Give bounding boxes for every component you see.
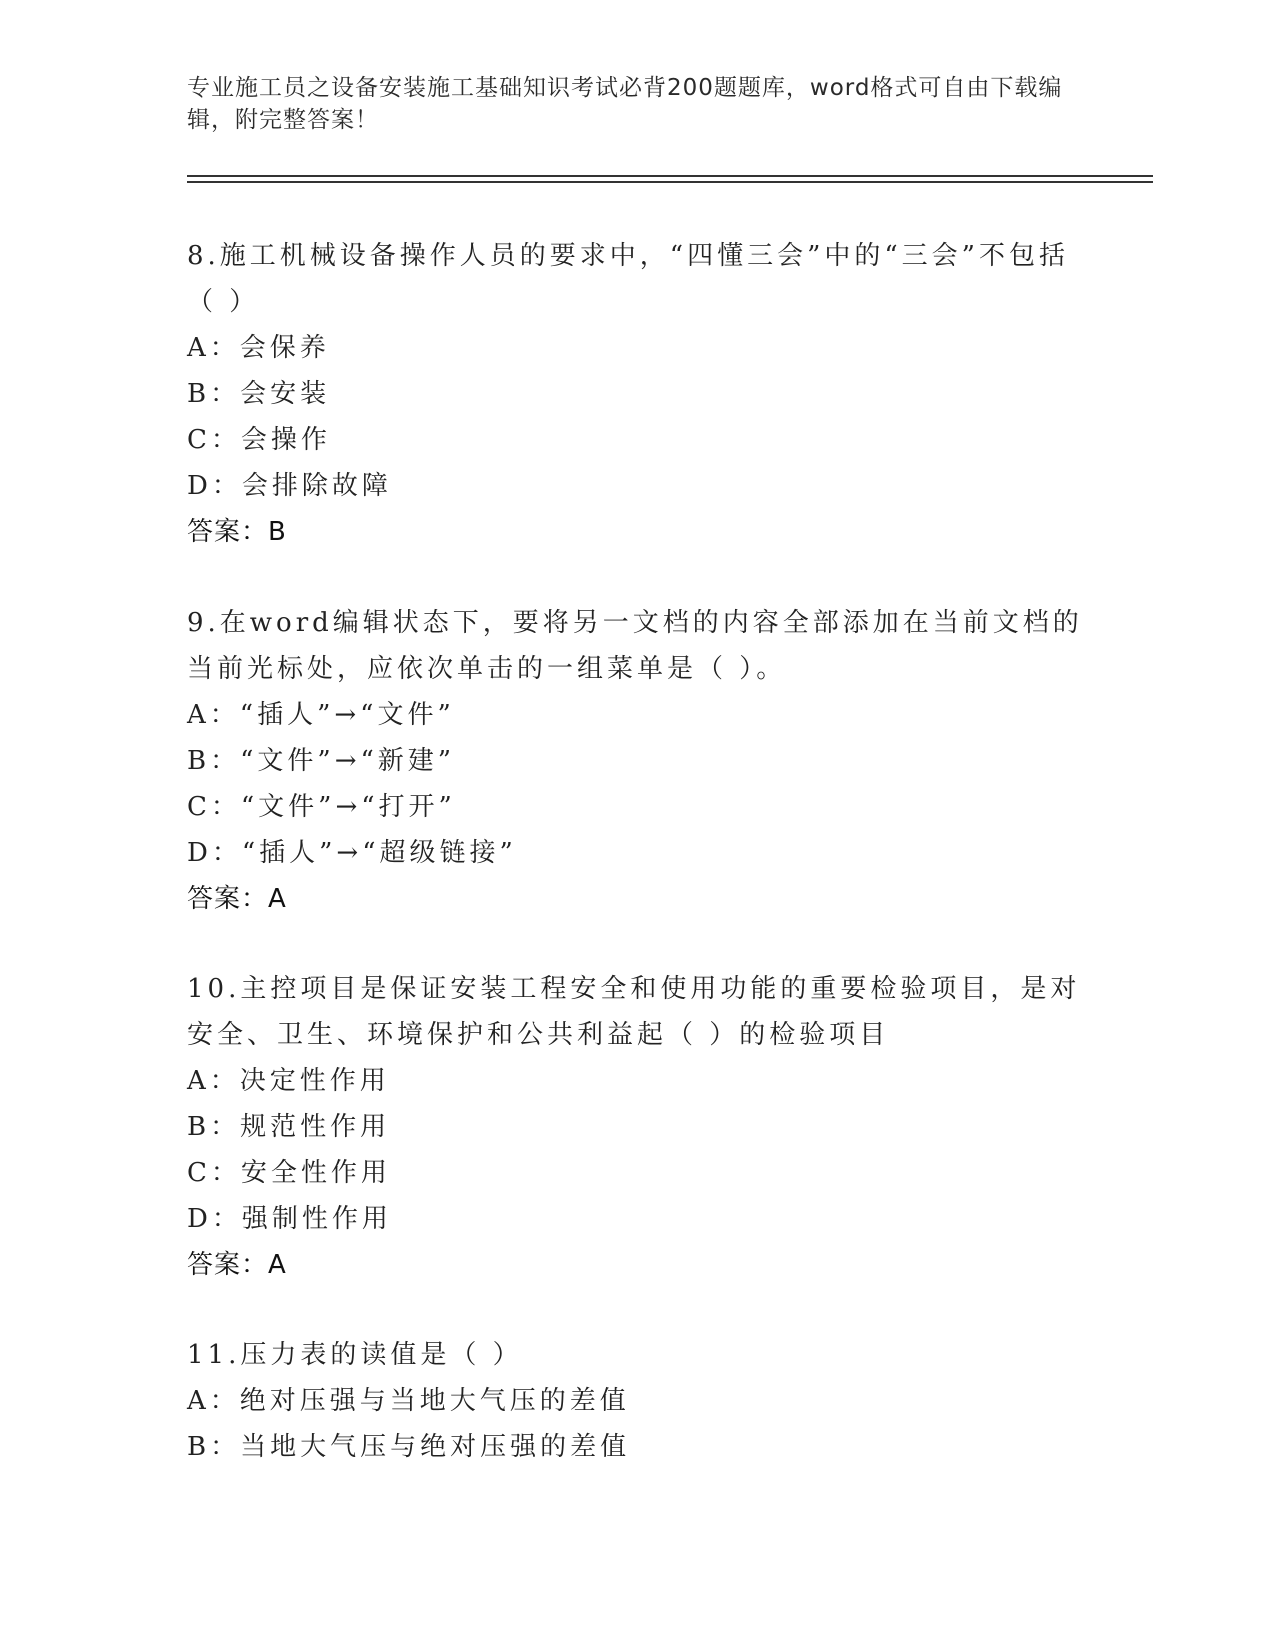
- question-stem: 11.压力表的读值是（ ）: [187, 1340, 523, 1370]
- document-header: 专业施工员之设备安装施工基础知识考试必背200题题库，word格式可自由下载编辑，附完整答案！: [187, 75, 1063, 133]
- option-c: C：“文件”→“打开”: [187, 792, 456, 822]
- option-a: A：绝对压强与当地大气压的差值: [187, 1386, 630, 1416]
- option-c: C：安全性作用: [187, 1158, 391, 1188]
- question-stem: 9.在word编辑状态下，要将另一文档的内容全部添加在当前文档的当前光标处，应依次单击的一组菜单是（ ）。: [187, 608, 1083, 684]
- option-b: B：当地大气压与绝对压强的差值: [187, 1432, 631, 1462]
- answer-line: 答案：A: [187, 1250, 287, 1280]
- option-a: A：“插人”→“文件”: [187, 700, 455, 730]
- header-divider-top: [187, 175, 1153, 177]
- answer-line: 答案：A: [187, 884, 287, 914]
- answer-line: 答案：B: [187, 517, 287, 547]
- option-a: A：决定性作用: [187, 1066, 390, 1096]
- question-stem: 8.施工机械设备操作人员的要求中，“四懂三会”中的“三会”不包括（ ）: [187, 241, 1069, 317]
- option-b: B：规范性作用: [187, 1112, 391, 1142]
- option-b: B：会安装: [187, 379, 331, 409]
- option-c: C：会操作: [187, 425, 331, 455]
- option-d: D：会排除故障: [187, 471, 392, 501]
- option-d: D：强制性作用: [187, 1204, 392, 1234]
- header-divider-bottom: [187, 181, 1153, 183]
- option-d: D：“插人”→“超级链接”: [187, 838, 517, 868]
- option-a: A：会保养: [187, 333, 330, 363]
- option-b: B：“文件”→“新建”: [187, 746, 456, 776]
- question-10: [187, 966, 1087, 1288]
- question-9: [187, 600, 1087, 922]
- question-stem: 10.主控项目是保证安装工程安全和使用功能的重要检验项目，是对安全、卫生、环境保护和公共利益起（ ）的检验项目: [187, 974, 1081, 1050]
- question-11: [187, 1332, 1087, 1470]
- question-8: [187, 233, 1087, 555]
